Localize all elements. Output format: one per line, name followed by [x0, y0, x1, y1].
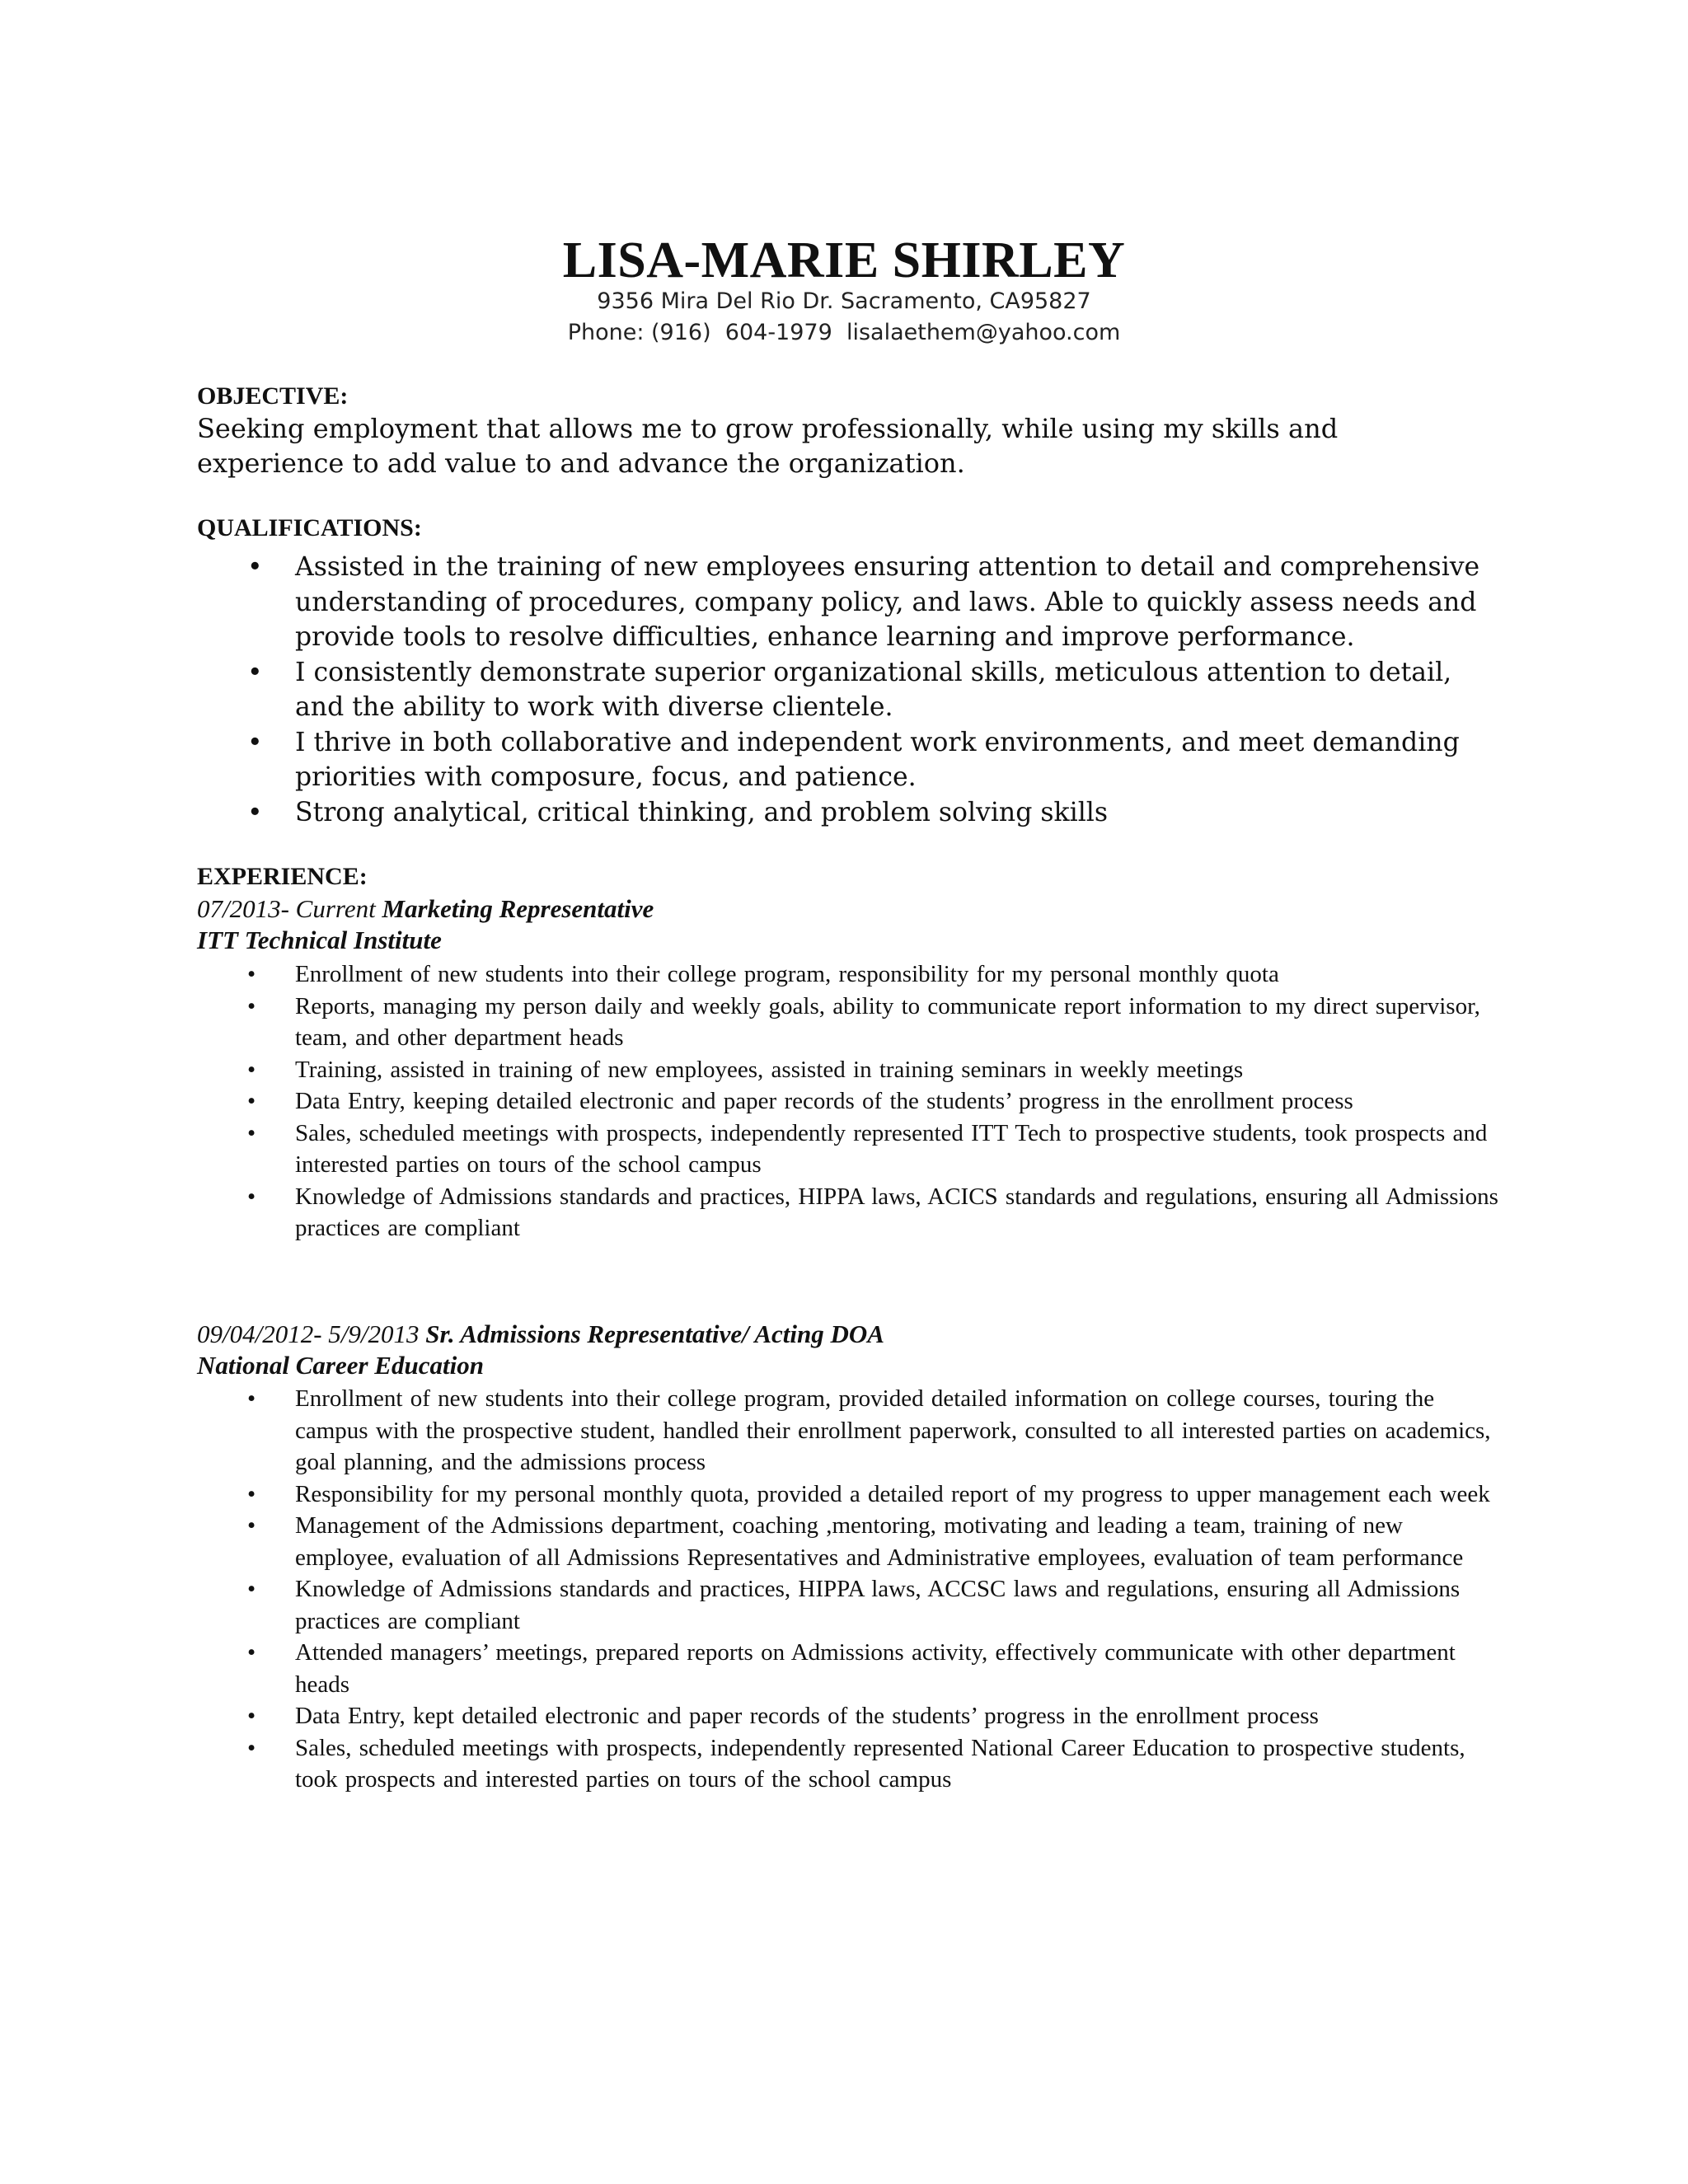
list-item	[197, 1700, 1499, 1732]
list-item	[197, 1054, 1499, 1086]
job-title: Sr. Admissions Representative/ Acting DOA	[425, 1319, 884, 1348]
bullet-icon: •	[247, 1703, 256, 1729]
email-address: lisalaethem@yahoo.com	[846, 320, 1121, 345]
objective-heading: OBJECTIVE:	[197, 382, 349, 410]
bullet-icon: •	[247, 797, 263, 827]
objective-text: Seeking employment that allows me to grow professionally, while using my skills and experience to add value to and advance the organization.	[197, 413, 1339, 479]
list-item	[197, 1383, 1499, 1479]
job-dates: 09/04/2012- 5/9/2013	[197, 1319, 420, 1348]
duty-text: Reports, managing my person daily and weekly goals, ability to communicate report information to my direct supervisor, team, and other department heads	[295, 992, 1480, 1051]
list-item	[197, 991, 1499, 1054]
list-item	[197, 1732, 1499, 1796]
address: 9356 Mira Del Rio Dr. Sacramento, CA95827	[597, 288, 1091, 314]
bullet-icon: •	[247, 1734, 256, 1761]
experience-heading: EXPERIENCE:	[197, 863, 368, 890]
list-item	[197, 550, 1499, 655]
list-item	[197, 1181, 1499, 1244]
list-item	[197, 1573, 1499, 1637]
job-dates: 07/2013- Current	[197, 894, 376, 923]
duty-text: Responsibility for my personal monthly quota, provided a detailed report of my progress to upper management each week	[295, 1480, 1490, 1507]
duty-text: Training, assisted in training of new employees, assisted in training seminars in weekly meetings	[295, 1056, 1244, 1083]
list-item	[197, 1637, 1499, 1700]
list-item	[197, 795, 1499, 831]
contact-line	[0, 317, 1688, 349]
qualifications-list	[197, 550, 1499, 830]
duty-text: Enrollment of new students into their college program, provided detailed information on college courses, touring the campus with the prospective student, handled their enrollment paperwork, consulted to all interested parties on academics, goal planning, and the admissions process	[295, 1385, 1491, 1475]
job-company: ITT Technical Institute	[197, 926, 442, 954]
bullet-icon: •	[247, 727, 263, 757]
qualification-text: I thrive in both collaborative and independent work environments, and meet demanding priorities with composure, focus, and patience.	[295, 727, 1460, 792]
bullet-icon: •	[247, 1385, 256, 1412]
bullet-icon: •	[247, 1056, 256, 1083]
bullet-icon: •	[247, 657, 263, 687]
bullet-icon: •	[247, 1088, 256, 1114]
bullet-icon: •	[247, 552, 263, 582]
duty-text: Knowledge of Admissions standards and practices, HIPPA laws, ACICS standards and regulations, ensuring all Admissions practices are compliant	[295, 1183, 1498, 1241]
bullet-icon: •	[247, 1480, 256, 1507]
list-item	[197, 1085, 1499, 1118]
duty-text: Enrollment of new students into their college program, responsibility for my personal monthly quota	[295, 961, 1279, 987]
job-duties-list	[197, 1383, 1499, 1796]
bullet-icon: •	[247, 992, 256, 1019]
candidate-name: LISA-MARIE SHIRLEY	[562, 232, 1126, 288]
bullet-icon: •	[247, 961, 256, 987]
duty-text: Sales, scheduled meetings with prospects, independently represented National Career Education to prospective students, took prospects and interested parties on tours of the school campus	[295, 1734, 1465, 1793]
phone-number: (916) 604-1979	[651, 320, 832, 345]
list-item	[197, 655, 1499, 725]
job-title-line	[197, 893, 654, 925]
duty-text: Sales, scheduled meetings with prospects, independently represented ITT Tech to prospective students, took prospects and interested parties on tours of the school campus	[295, 1119, 1488, 1178]
list-item	[197, 725, 1499, 795]
job-title: Marketing Representative	[382, 894, 654, 923]
job-title-line	[197, 1319, 884, 1350]
phone-label: Phone:	[567, 320, 645, 345]
qualifications-heading: QUALIFICATIONS:	[197, 514, 422, 541]
duty-text: Management of the Admissions department, coaching ,mentoring, motivating and leading a team, training of new employee, evaluation of all Admissions Representatives and Administrative employees, evaluation of team performance	[295, 1512, 1464, 1571]
qualification-text: Assisted in the training of new employees ensuring attention to detail and comprehensive understanding of procedures, company policy, and laws. Able to quickly assess needs and provide tools to resolve difficulties, enhance learning and improve performance.	[295, 552, 1480, 652]
job-duties-list	[197, 958, 1499, 1244]
job-company: National Career Education	[197, 1351, 484, 1380]
qualification-text: I consistently demonstrate superior organizational skills, meticulous attention to detail, and the ability to work with diverse clientele.	[295, 657, 1452, 722]
duty-text: Knowledge of Admissions standards and practices, HIPPA laws, ACCSC laws and regulations, ensuring all Admissions practices are compliant	[295, 1576, 1461, 1634]
duty-text: Data Entry, keeping detailed electronic and paper records of the students’ progress in the enrollment process	[295, 1088, 1353, 1114]
list-item	[197, 958, 1499, 991]
bullet-icon: •	[247, 1183, 256, 1210]
bullet-icon: •	[247, 1512, 256, 1539]
list-item	[197, 1118, 1499, 1181]
list-item	[197, 1510, 1499, 1573]
duty-text: Data Entry, kept detailed electronic and paper records of the students’ progress in the enrollment process	[295, 1703, 1319, 1729]
duty-text: Attended managers’ meetings, prepared reports on Admissions activity, effectively communicate with other department heads	[295, 1639, 1456, 1698]
list-item	[197, 1479, 1499, 1511]
bullet-icon: •	[247, 1576, 256, 1602]
qualification-text: Strong analytical, critical thinking, and problem solving skills	[295, 797, 1109, 827]
bullet-icon: •	[247, 1119, 256, 1146]
bullet-icon: •	[247, 1639, 256, 1666]
